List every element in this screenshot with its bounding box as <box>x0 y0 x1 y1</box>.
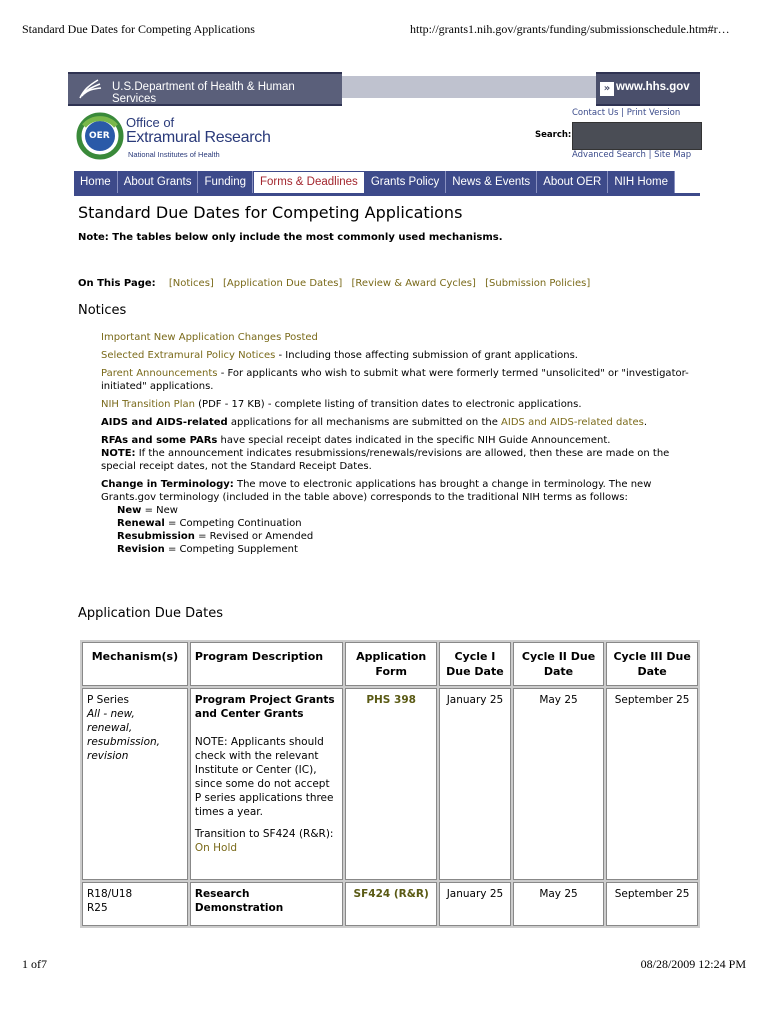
term-name: New <box>117 505 142 516</box>
desc-title: Program Project Grants and Center Grants <box>194 694 335 720</box>
site-map-link[interactable]: Site Map <box>654 150 692 160</box>
due-dates-heading: Application Due Dates <box>78 606 223 621</box>
desc-note: NOTE: Applicants should check with the relevant Institute or Center (IC), since some do not accept P series applications three times a year. <box>194 736 334 818</box>
col-header: Mechanism(s) <box>82 642 188 686</box>
notice-text: . <box>643 417 647 428</box>
table-row <box>82 882 698 926</box>
anchor-due-dates[interactable]: [Application Due Dates] <box>223 278 343 289</box>
mech-name: P Series <box>87 694 129 706</box>
notice-bold: RFAs and some PARs <box>101 435 218 446</box>
term-name: Revision <box>117 544 165 555</box>
notices-list <box>101 331 701 561</box>
notice-item <box>101 398 701 411</box>
term-def: = Revised or Amended <box>194 531 314 542</box>
table-row <box>82 688 698 880</box>
notice-text: (PDF - 17 KB) - complete listing of transition dates to electronic applications. <box>194 399 582 410</box>
term-name: Resubmission <box>117 531 195 542</box>
print-version-link[interactable]: Print Version <box>626 108 681 118</box>
nav-home[interactable]: Home <box>74 171 118 193</box>
cell-cycle3: September 25 <box>606 882 698 926</box>
due-dates-table <box>80 640 700 928</box>
term-row <box>101 505 178 516</box>
utility-links: Contact Us | Print Version <box>572 108 681 118</box>
search-links: Advanced Search | Site Map <box>572 150 692 160</box>
cell-form[interactable]: SF424 (R&R) <box>345 882 437 926</box>
cell-form[interactable]: PHS 398 <box>345 688 437 880</box>
notice-bold: AIDS and AIDS-related <box>101 417 228 428</box>
hhs-eagle-icon <box>76 76 104 102</box>
col-header: Cycle II Due Date <box>513 642 604 686</box>
print-datetime: 08/28/2009 12:24 PM <box>640 957 746 971</box>
col-header: Program Description <box>190 642 343 686</box>
mech-sub: All - new, renewal, resubmission, revision <box>87 708 160 762</box>
on-hold-link[interactable]: On Hold <box>194 842 238 854</box>
anchor-submission-policies[interactable]: [Submission Policies] <box>485 278 591 289</box>
cell-cycle1: January 25 <box>439 688 511 880</box>
term-row <box>101 544 298 555</box>
cell-cycle3: September 25 <box>606 688 698 880</box>
desc-title: Research Demonstration <box>194 888 284 914</box>
nav-news-events[interactable]: News & Events <box>446 171 537 193</box>
double-arrow-icon: » <box>600 82 614 96</box>
advanced-search-link[interactable]: Advanced Search <box>572 150 646 160</box>
term-def: = Competing Supplement <box>164 544 298 555</box>
anchor-notices[interactable]: [Notices] <box>168 278 214 289</box>
nav-nih-home[interactable]: NIH Home <box>608 171 675 193</box>
term-def: = Competing Continuation <box>164 518 302 529</box>
oer-logo-text: OER <box>89 131 110 141</box>
notice-link-policy[interactable]: Selected Extramural Policy Notices <box>101 350 276 361</box>
notice-text: applications for all mechanisms are submitted on the <box>227 417 502 428</box>
table-header-row <box>82 642 698 686</box>
notice-item <box>101 349 701 362</box>
nav-forms-deadlines[interactable]: Forms & Deadlines <box>253 171 365 193</box>
oer-title-line2: Extramural Research <box>126 129 271 146</box>
notice-bold: NOTE: <box>101 448 136 459</box>
notice-item <box>101 434 701 473</box>
nav-underline <box>74 193 700 196</box>
notice-item <box>101 478 701 556</box>
desc-transition: Transition to SF424 (R&R): On Hold <box>194 828 334 854</box>
search-input[interactable] <box>572 122 702 150</box>
nav-about-grants[interactable]: About Grants <box>118 171 199 193</box>
on-this-page <box>78 278 596 289</box>
notice-item <box>101 331 701 344</box>
notice-text: have special receipt dates indicated in the specific NIH Guide Announcement. <box>217 435 611 446</box>
cell-mechanism: R18/U18 R25 <box>82 882 188 926</box>
main-nav <box>74 171 675 193</box>
hhs-banner-strip <box>342 76 596 98</box>
oer-title-line1: Office of <box>126 115 175 130</box>
search-label: Search: <box>535 130 572 140</box>
hhs-gov-label: www.hhs.gov <box>616 81 690 93</box>
term-row <box>101 518 302 529</box>
page-note: Note: The tables below only include the most commonly used mechanisms. <box>78 232 503 243</box>
col-header: Cycle I Due Date <box>439 642 511 686</box>
term-def: = New <box>141 505 178 516</box>
notice-bold: Change in Terminology: <box>101 479 234 490</box>
notice-link-transition[interactable]: NIH Transition Plan <box>101 399 195 410</box>
cell-cycle2: May 25 <box>513 688 604 880</box>
nav-funding[interactable]: Funding <box>198 171 253 193</box>
page-title: Standard Due Dates for Competing Applications <box>78 203 463 222</box>
on-this-page-label: On This Page: <box>78 278 156 289</box>
notice-link-aids[interactable]: AIDS and AIDS-related dates <box>501 417 644 428</box>
hhs-dept-label: U.S.Department of Health & Human Services <box>112 81 295 105</box>
cell-cycle1: January 25 <box>439 882 511 926</box>
nav-about-oer[interactable]: About OER <box>537 171 608 193</box>
anchor-review-cycles[interactable]: [Review & Award Cycles] <box>351 278 476 289</box>
col-header: Application Form <box>345 642 437 686</box>
cell-cycle2: May 25 <box>513 882 604 926</box>
print-header-title: Standard Due Dates for Competing Applications <box>22 22 255 36</box>
notice-item <box>101 416 701 429</box>
notice-item <box>101 367 701 393</box>
term-row <box>101 531 313 542</box>
col-header: Cycle III Due Date <box>606 642 698 686</box>
cell-description <box>190 688 343 880</box>
notice-text: - Including those affecting submission of grant applications. <box>275 350 578 361</box>
cell-description <box>190 882 343 926</box>
term-name: Renewal <box>117 518 165 529</box>
notice-link-changes[interactable]: Important New Application Changes Posted <box>101 332 318 343</box>
notice-text: The move to electronic applications has brought a change in terminology. The new Grants.gov terminology (included in the table above) corresponds to the traditional NIH terms as follows: <box>101 479 652 503</box>
notice-text: - For applicants who wish to submit what were formerly termed "unsolicited" or "investigator-initiated" applications. <box>101 368 689 392</box>
notice-link-parent[interactable]: Parent Announcements <box>101 368 218 379</box>
nav-grants-policy[interactable]: Grants Policy <box>365 171 446 193</box>
notice-text: If the announcement indicates resubmissions/renewals/revisions are allowed, then these are made on the special receipt dates, not the Standard Receipt Dates. <box>101 448 670 472</box>
print-header-url: http://grants1.nih.gov/grants/funding/submissionschedule.htm#r… <box>410 22 730 36</box>
hhs-banner[interactable] <box>68 72 342 106</box>
cell-mechanism <box>82 688 188 880</box>
oer-title-line3: National Institutes of Health <box>128 150 220 159</box>
contact-us-link[interactable]: Contact Us <box>572 108 619 118</box>
hhs-gov-link[interactable] <box>596 72 700 106</box>
page-number: 1 of7 <box>22 957 47 971</box>
notices-heading: Notices <box>78 303 127 318</box>
